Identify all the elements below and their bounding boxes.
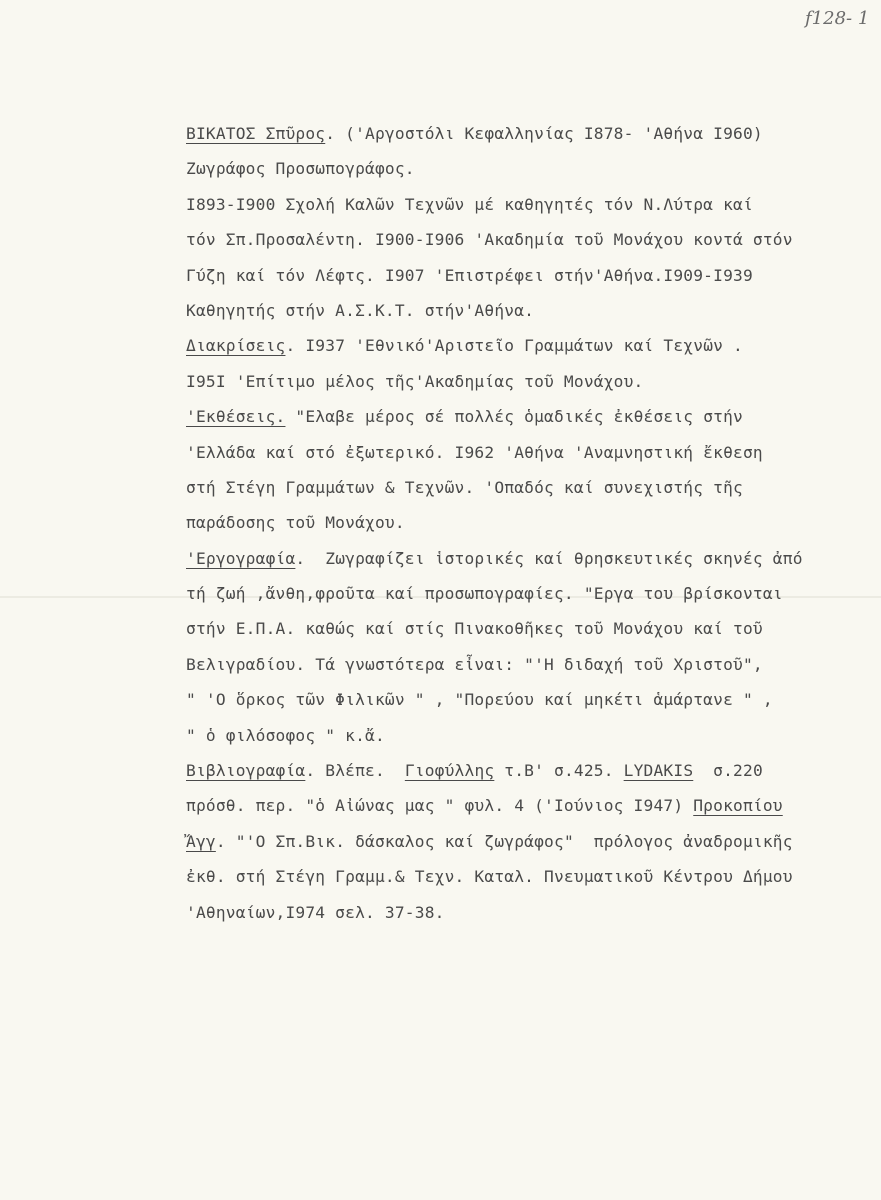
text-line <box>186 222 856 257</box>
text-line <box>186 611 856 646</box>
text-segment: στή Στέγη Γραμμάτων & Τεχνῶν. 'Οπαδός καί συνεχιστής τῆς <box>186 477 743 497</box>
text-segment: I893-I900 Σχολή Καλῶν Τεχνῶν μέ καθηγητές τόν Ν.Λύτρα καί <box>186 194 753 214</box>
text-segment: 'Αθηναίων,I974 σελ. 37-38. <box>186 902 445 922</box>
text-line <box>186 505 856 540</box>
text-line <box>186 788 856 823</box>
text-line <box>186 753 856 788</box>
text-line <box>186 293 856 328</box>
text-line <box>186 187 856 222</box>
underlined-heading: Προκοπίου <box>693 796 783 816</box>
text-segment: . Ζωγραφίζει ἱστορικές καί θρησκευτικές σκηνές ἀπό <box>295 548 803 568</box>
text-segment: στήν Ε.Π.Α. καθώς καί στίς Πινακοθῆκες τοῦ Μονάχου καί τοῦ <box>186 619 763 639</box>
text-line <box>186 647 856 682</box>
text-line <box>186 718 856 753</box>
text-segment: τ.Β' σ.425. <box>494 761 624 781</box>
text-segment: παράδοσης τοῦ Μονάχου. <box>186 513 405 533</box>
text-line <box>186 258 856 293</box>
text-segment: " ὁ φιλόσοφος " κ.ἄ. <box>186 725 385 745</box>
text-segment: . "'Ο Σπ.Βικ. δάσκαλος καί ζωγράφος" πρόλογος ἀναδρομικῆς <box>215 831 793 851</box>
text-segment: ἐκθ. στή Στέγη Γραμμ.& Τεχν. Καταλ. Πνευματικοῦ Κέντρου Δήμου <box>186 867 793 887</box>
text-segment: τόν Σπ.Προσαλέντη. I900-I906 'Ακαδημία τοῦ Μονάχου κοντά στόν <box>186 230 793 250</box>
text-segment: Γύζη καί τόν Λέφτς. I907 'Επιστρέφει στήν'Αθήνα.I909-I939 <box>186 265 753 285</box>
text-line <box>186 895 856 930</box>
underlined-heading: Διακρίσεις <box>186 336 286 356</box>
underlined-heading: 'Εργογραφία <box>186 548 296 568</box>
text-line <box>186 116 856 151</box>
text-segment: Βελιγραδίου. Τά γνωστότερα εἶναι: "'Η διδαχή τοῦ Χριστοῦ", <box>186 654 763 674</box>
text-line <box>186 364 856 399</box>
underlined-heading: 'Εκθέσεις. <box>186 407 286 427</box>
text-segment: "Ελαβε μέρος σέ πολλές ὁμαδικές ἐκθέσεις στήν <box>285 407 743 427</box>
underlined-heading: ΒΙΚΑΤΟΣ Σπῦρος <box>186 124 326 143</box>
typed-biography-text <box>186 116 856 930</box>
text-segment: I95I 'Επίτιμο μέλος τῆς'Ακαδημίας τοῦ Μονάχου. <box>186 371 644 391</box>
text-segment: " 'Ο ὅρκος τῶν Φιλικῶν " , "Πορεύου καί μηκέτι ἁμάρτανε " , <box>186 690 773 710</box>
text-segment: 'Ελλάδα καί στό ἐξωτερικό. I962 'Αθήνα 'Αναμνηστική ἔκθεση <box>186 442 763 462</box>
text-line <box>186 435 856 470</box>
text-line <box>186 328 856 363</box>
text-segment: πρόσθ. περ. "ὁ Αἰώνας μας " φυλ. 4 ('Ιούνιος I947) <box>186 796 694 816</box>
underlined-heading: Γιοφύλλης <box>404 761 495 781</box>
text-line <box>186 576 856 611</box>
text-line <box>186 859 856 894</box>
page-reference-note: f128- 1 <box>805 8 870 29</box>
text-line <box>186 541 856 576</box>
underlined-heading: Βιβλιογραφία <box>186 761 306 781</box>
text-line <box>186 151 856 186</box>
text-line <box>186 682 856 717</box>
text-line <box>186 470 856 505</box>
text-segment: Ζωγράφος Προσωπογράφος. <box>186 159 415 179</box>
text-segment: Καθηγητής στήν Α.Σ.Κ.Τ. στήν'Αθήνα. <box>186 300 535 320</box>
underlined-heading: LYDAKIS <box>623 761 694 781</box>
text-segment: σ.220 <box>693 761 763 781</box>
text-segment: . I937 'Εθνικό'Αριστεῖο Γραμμάτων καί Τεχνῶν . <box>285 336 743 356</box>
text-segment: . Βλέπε. <box>305 761 405 781</box>
underlined-heading: Ἄγγ <box>186 831 216 851</box>
text-segment: τή ζωή ,ἄνθη,φροῦτα καί προσωπογραφίες. "Εργα του βρίσκονται <box>186 584 783 604</box>
text-segment: . ('Αργοστόλι Κεφαλληνίας I878- 'Αθήνα I960) <box>325 124 763 143</box>
text-line <box>186 824 856 859</box>
text-line <box>186 399 856 434</box>
